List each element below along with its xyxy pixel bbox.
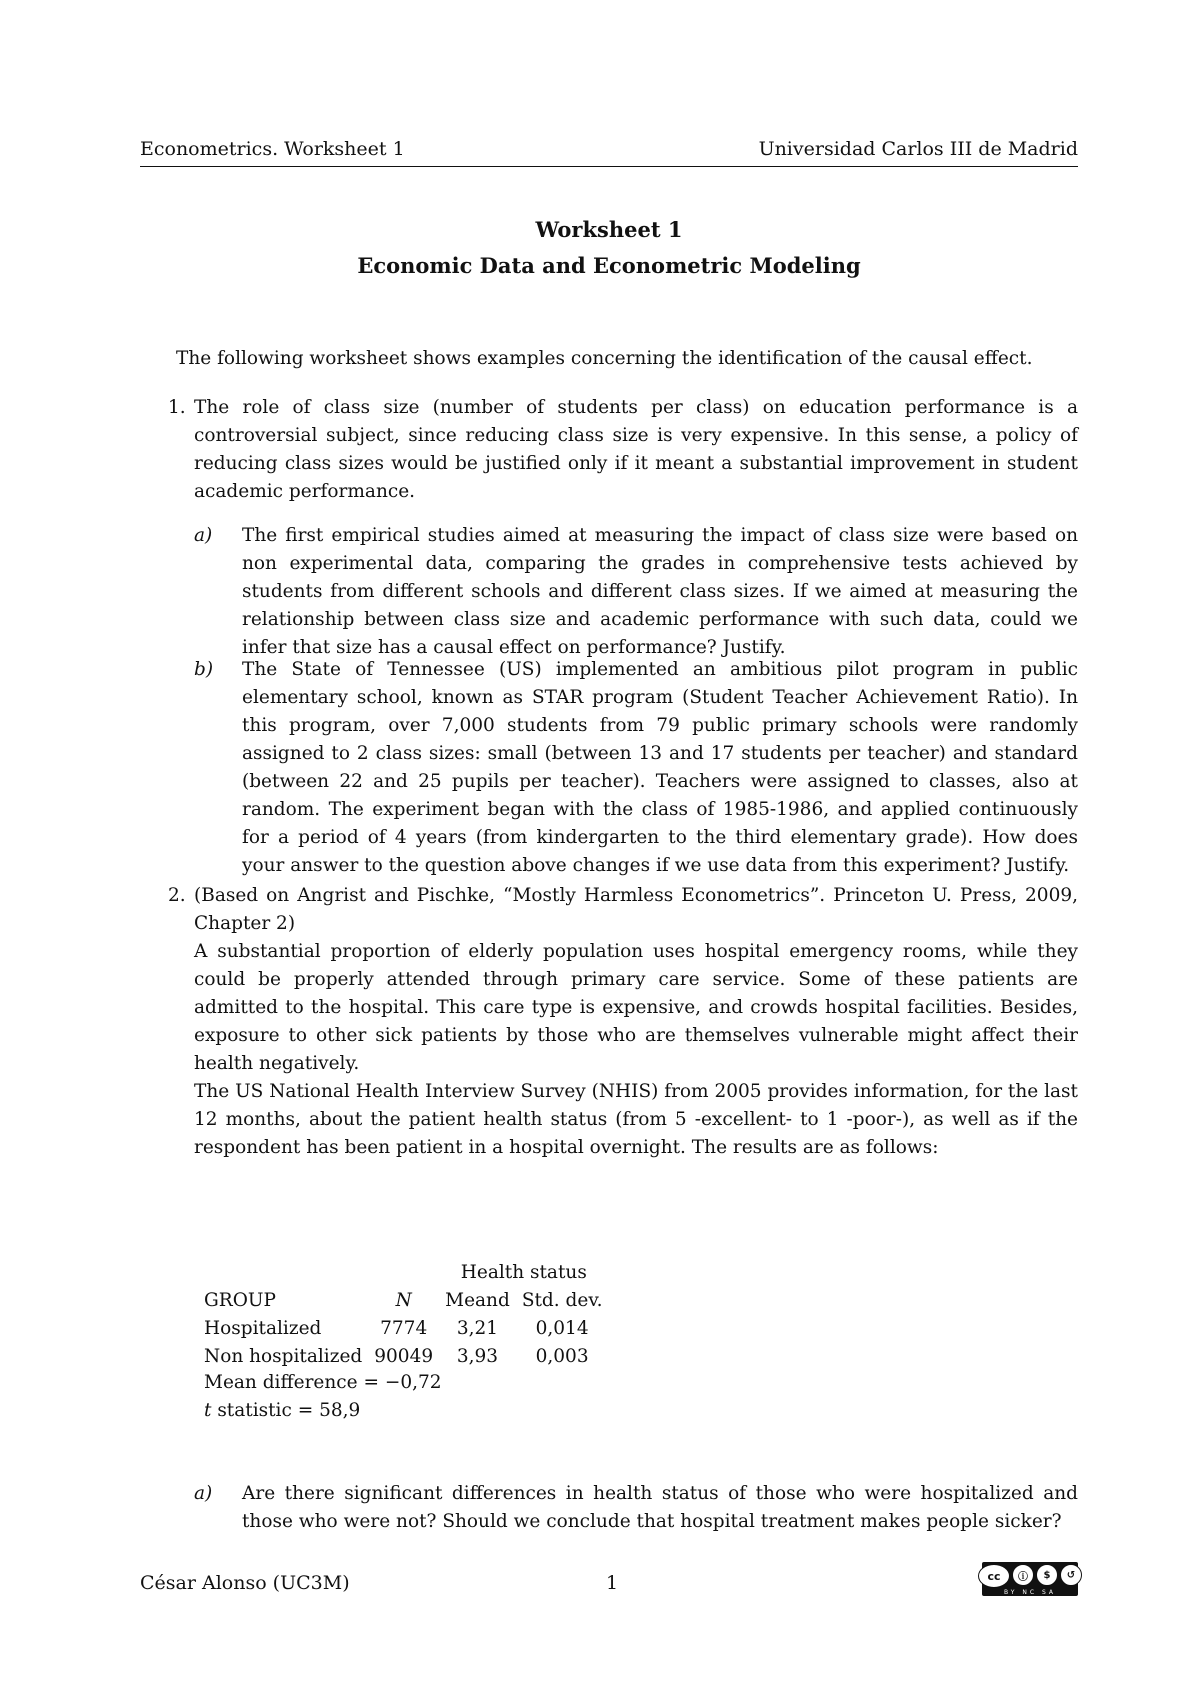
question-2-paragraph-1: A substantial proportion of elderly population uses hospital emergency rooms, while they could be properly attended through primary care service. Some of these patients are admitted to the hospital. This care type is expensive, and crowds hospital facilities. Besides, exposure to other sick patients by those who are themselves vulnerable might affect their health negatively. [194,941,1078,1074]
question-1-number: 1. [168,397,186,418]
question-1a-label: a) [194,525,213,546]
question-1-text: The role of class size (number of students per class) on education performance is a controversial subject, since reducing class size is very expensive. In this sense, a policy of reducing class sizes would be justified only if it meant a substantial improvement in student academic performance. [194,397,1078,502]
table-cell: 90049 [374,1345,434,1367]
question-1a-text: The first empirical studies aimed at measuring the impact of class size were based on non experimental data, comparing the grades in comprehensive tests achieved by students from different schools and different class sizes. If we aimed at measuring the relationship between class size and academic performance with such data, could we infer that size has a causal effect on performance? Justify. [242,525,1078,658]
worksheet-title: Worksheet 1 [535,217,683,242]
table-cell: 3,21 [456,1317,499,1339]
table-row [204,1314,614,1342]
intro-text: The following worksheet shows examples concerning the identification of the causal effect. [176,348,1033,369]
question-1b-label: b) [194,659,214,680]
table-header: GROUP [204,1289,276,1311]
question-2a-label: a) [194,1483,213,1504]
cc-license-terms [1004,1589,1056,1596]
nc-icon: $ [1036,1564,1058,1586]
question-2a-text: Are there significant differences in health status of those who were hospitalized and those who were not? Should we conclude that hospital treatment makes people sicker? [242,1483,1078,1532]
table-header: Meand [445,1289,510,1311]
mean-difference: Mean difference = −0,72 [204,1372,442,1393]
t-statistic-value: statistic = 58,9 [211,1400,361,1421]
table-cell: 3,93 [456,1345,499,1367]
question-2-source: (Based on Angrist and Pischke, “Mostly Harmless Econometrics”. Princeton U. Press, 2009, Chapter 2) [194,885,1078,934]
table-cell: Non hospitalized [204,1345,363,1367]
worksheet-subtitle: Economic Data and Econometric Modeling [357,253,861,278]
page-number: 1 [606,1572,619,1594]
table-summary [204,1369,442,1425]
page-header [140,138,1078,167]
cc-term-sa: SA [1041,1589,1056,1596]
cc-term-by: BY [1003,1589,1018,1596]
question-2-number: 2. [168,885,186,906]
table-cell: 0,014 [535,1317,589,1339]
header-course: Econometrics. Worksheet 1 [140,138,405,160]
by-icon: ⓘ [1012,1564,1034,1586]
footer-author: César Alonso (UC3M) [140,1572,350,1594]
table-cell: 0,003 [535,1345,589,1367]
sa-icon: ↺ [1060,1564,1082,1586]
table-header: Std. dev. [521,1289,603,1311]
cc-term-nc: NC [1022,1589,1038,1596]
title-block [140,212,1078,284]
table-header-row [204,1286,614,1314]
table-cell: 7774 [380,1317,428,1339]
health-status-table [204,1258,614,1370]
table-cell: Hospitalized [204,1317,322,1339]
question-1b-text: The State of Tennessee (US) implemented an ambitious pilot program in public elementary school, known as STAR program (Student Teacher Achievement Ratio). In this program, over 7,000 students from 79 public primary schools were randomly assigned to 2 class sizes: small (between 13 and 17 students per teacher) and standard (between 22 and 25 pupils per teacher). Teachers were assigned to classes, also at random. The experiment began with the class of 1985-1986, and applied continuously for a period of 4 years (from kindergarten to the third elementary grade). How does your answer to the question above changes if we use data from this experiment? Justify. [242,659,1078,876]
table-super-header: Health status [460,1261,587,1283]
question-2-paragraph-2: The US National Health Interview Survey (NHIS) from 2005 provides information, for the last 12 months, about the patient health status (from 5 -excellent- to 1 -poor-), as well as if the respondent has been patient in a hospital overnight. The results are as follows: [194,1081,1078,1158]
t-statistic-variable: t [204,1400,212,1421]
cc-icon: cc [978,1564,1010,1588]
question-2-body [194,882,1078,1162]
t-statistic [204,1397,442,1425]
table-row [204,1342,614,1370]
cc-license-badge [982,1562,1078,1596]
table-super-header-row [204,1258,614,1286]
header-university: Universidad Carlos III de Madrid [758,138,1078,160]
cc-license-icons [978,1564,1082,1588]
table-header: N [395,1289,412,1311]
